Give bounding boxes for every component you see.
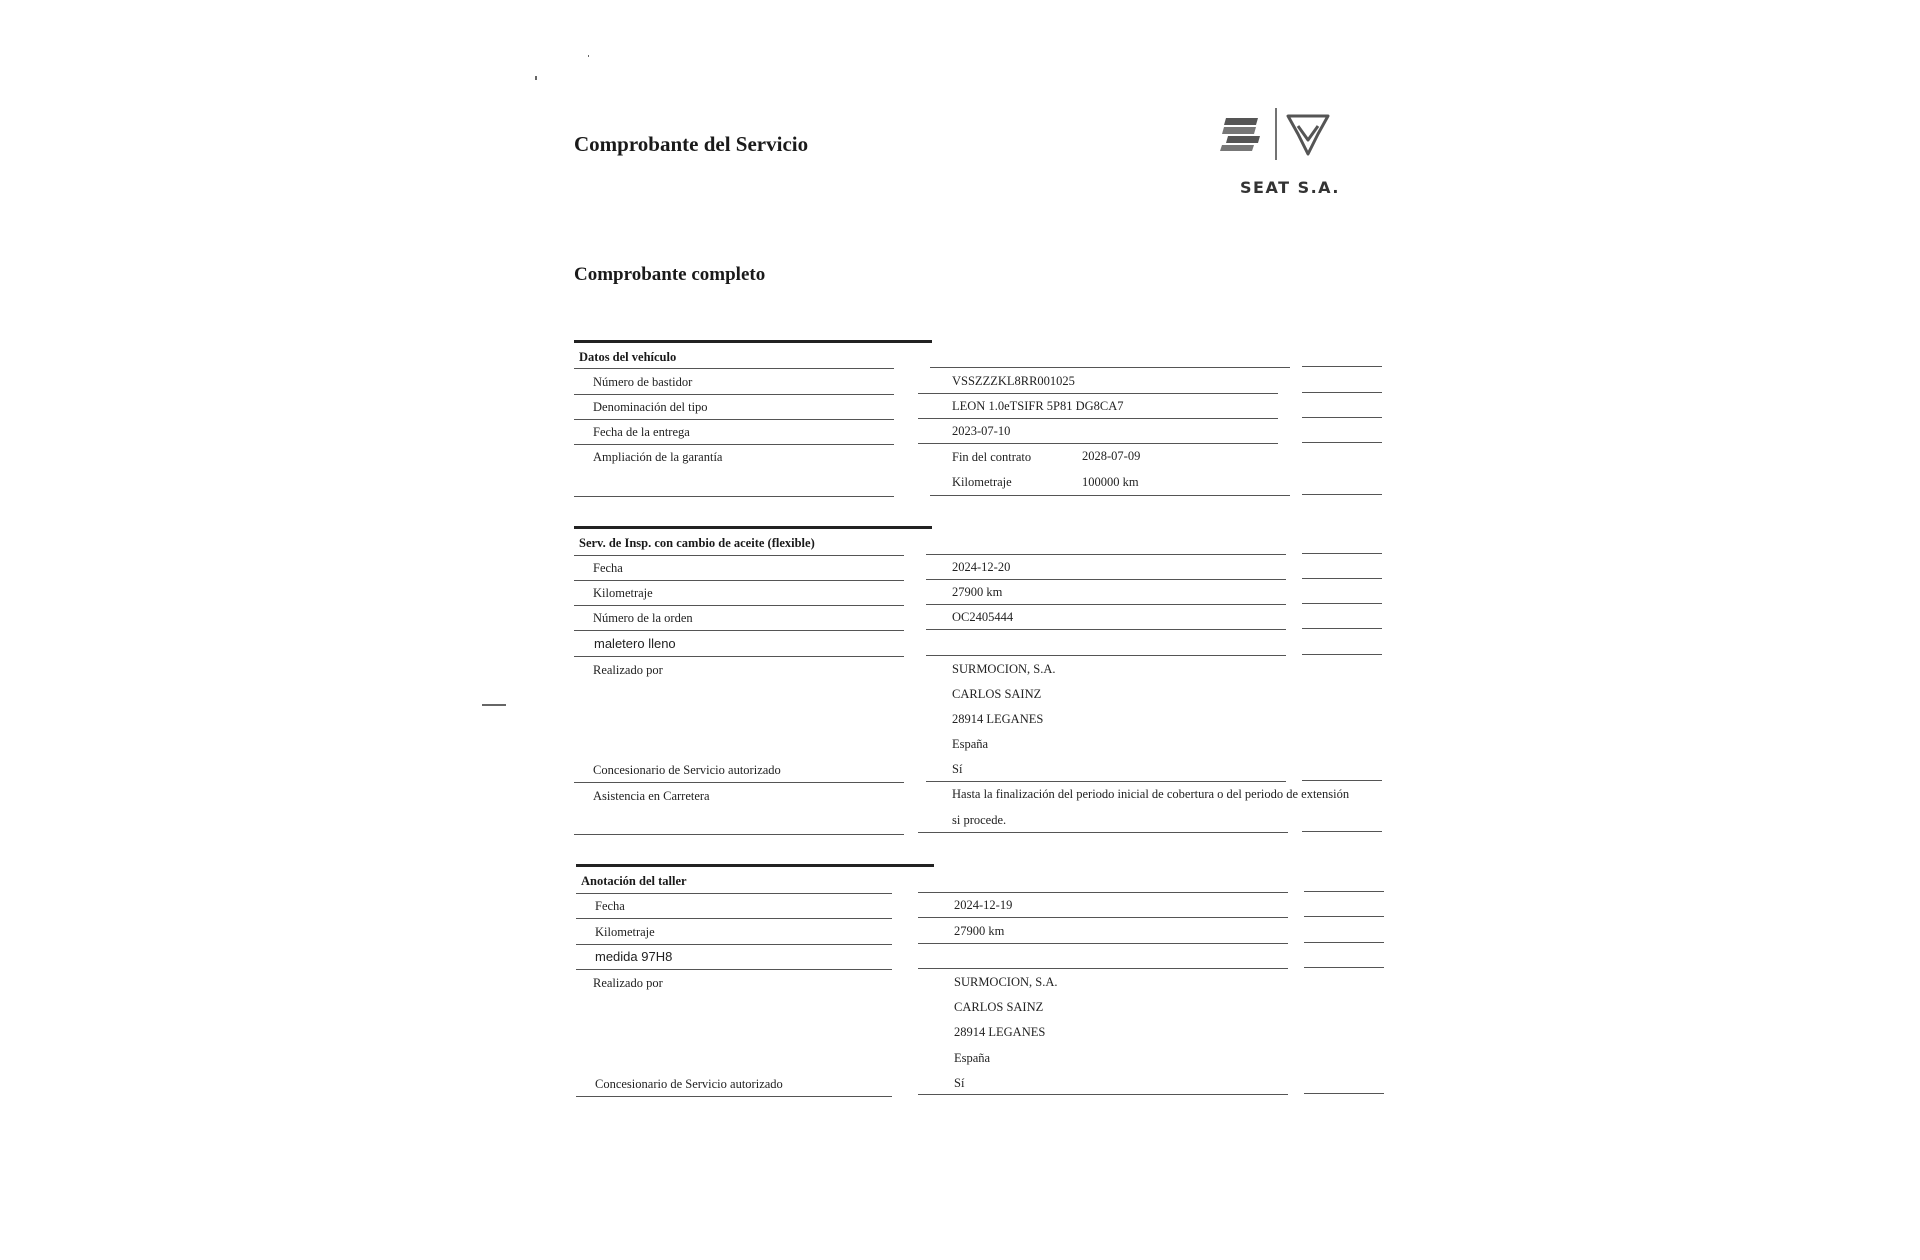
- workshop-dealer-street: CARLOS SAINZ: [954, 1000, 1044, 1014]
- row-rule: [574, 605, 904, 606]
- row-rule: [574, 834, 904, 835]
- assistance-line-2: si procede.: [952, 813, 1007, 827]
- row-rule: [918, 393, 1278, 394]
- row-rule: [918, 968, 1288, 969]
- delivery-label: Fecha de la entrega: [593, 425, 690, 439]
- row-rule: [1302, 654, 1382, 655]
- row-rule: [926, 655, 1286, 656]
- brand-label: SEAT S.A.: [1240, 178, 1340, 197]
- seat-logo-icon: [1220, 118, 1260, 151]
- row-rule: [930, 367, 1290, 368]
- contract-end-label: Fin del contrato: [952, 450, 1032, 464]
- section-divider: [574, 340, 932, 343]
- row-rule: [1304, 891, 1384, 892]
- row-rule: [918, 892, 1288, 893]
- assistance-line-1: Hasta la finalización del periodo inicial de cobertura o del periodo de extensión: [952, 787, 1350, 801]
- row-rule: [574, 580, 904, 581]
- service-km-label: Kilometraje: [593, 586, 653, 600]
- service-performed-by-label: Realizado por: [593, 663, 663, 677]
- row-rule: [1302, 494, 1382, 495]
- row-rule: [1302, 392, 1382, 393]
- page-title: Comprobante del Servicio: [574, 132, 809, 156]
- row-rule: [576, 944, 892, 945]
- workshop-dealer-city: 28914 LEGANES: [954, 1025, 1046, 1039]
- type-value: LEON 1.0eTSIFR 5P81 DG8CA7: [952, 399, 1124, 413]
- service-date-value: 2024-12-20: [952, 560, 1011, 574]
- row-rule: [926, 604, 1286, 605]
- row-rule: [918, 832, 1288, 833]
- workshop-authorized-value: Sí: [954, 1076, 965, 1090]
- row-rule: [576, 918, 892, 919]
- service-date-label: Fecha: [593, 561, 623, 575]
- section-heading-vehicle: Datos del vehículo: [579, 350, 677, 364]
- workshop-date-value: 2024-12-19: [954, 898, 1013, 912]
- service-dealer-city: 28914 LEGANES: [952, 712, 1044, 726]
- row-rule: [1304, 942, 1384, 943]
- row-rule: [574, 394, 894, 395]
- section-divider: [576, 864, 934, 867]
- row-rule: [574, 656, 904, 657]
- cupra-logo-icon: [1288, 116, 1328, 154]
- row-rule: [918, 917, 1288, 918]
- assistance-label: Asistencia en Carretera: [593, 789, 710, 803]
- row-rule: [1302, 628, 1382, 629]
- scan-speck: [588, 55, 589, 57]
- service-authorized-label: Concesionario de Servicio autorizado: [593, 763, 781, 777]
- delivery-value: 2023-07-10: [952, 424, 1011, 438]
- row-rule: [926, 629, 1286, 630]
- row-rule: [574, 419, 894, 420]
- row-rule: [1302, 553, 1382, 554]
- row-rule: [574, 782, 904, 783]
- workshop-performed-by-label: Realizado por: [593, 976, 663, 990]
- row-rule: [1302, 417, 1382, 418]
- type-label: Denominación del tipo: [593, 400, 708, 414]
- service-dealer-name: SURMOCION, S.A.: [952, 662, 1056, 676]
- workshop-note: medida 97H8: [595, 949, 673, 964]
- row-rule: [926, 554, 1286, 555]
- row-rule: [1304, 916, 1384, 917]
- warranty-label: Ampliación de la garantía: [593, 450, 723, 464]
- row-rule: [1302, 578, 1382, 579]
- row-rule: [918, 418, 1278, 419]
- row-rule: [1304, 967, 1384, 968]
- workshop-dealer-country: España: [954, 1051, 991, 1065]
- page-subtitle: Comprobante completo: [574, 264, 766, 285]
- mileage-label: Kilometraje: [952, 475, 1012, 489]
- service-note: maletero lleno: [594, 636, 676, 651]
- workshop-km-value: 27900 km: [954, 924, 1005, 938]
- row-rule: [1302, 603, 1382, 604]
- row-rule: [574, 496, 894, 497]
- service-authorized-value: Sí: [952, 762, 963, 776]
- workshop-dealer-name: SURMOCION, S.A.: [954, 975, 1058, 989]
- workshop-date-label: Fecha: [595, 899, 625, 913]
- workshop-km-label: Kilometraje: [595, 925, 655, 939]
- row-rule: [930, 495, 1290, 496]
- row-rule: [576, 893, 892, 894]
- section-divider: [574, 526, 932, 529]
- order-number-label: Número de la orden: [593, 611, 693, 625]
- row-rule: [1302, 442, 1382, 443]
- row-rule: [918, 443, 1278, 444]
- row-rule: [1302, 366, 1382, 367]
- scan-speck: [535, 76, 537, 80]
- row-rule: [918, 1094, 1288, 1095]
- section-heading-workshop: Anotación del taller: [581, 874, 687, 888]
- service-dealer-street: CARLOS SAINZ: [952, 687, 1042, 701]
- service-km-value: 27900 km: [952, 585, 1003, 599]
- section-heading-service: Serv. de Insp. con cambio de aceite (flexible): [579, 536, 815, 550]
- row-rule: [574, 555, 904, 556]
- row-rule: [1304, 1093, 1384, 1094]
- scan-speck: [482, 704, 506, 706]
- row-rule: [926, 579, 1286, 580]
- row-rule: [574, 444, 894, 445]
- service-dealer-country: España: [952, 737, 989, 751]
- vin-label: Número de bastidor: [593, 375, 693, 389]
- row-rule: [576, 1096, 892, 1097]
- row-rule: [574, 368, 894, 369]
- row-rule: [576, 969, 892, 970]
- order-number-value: OC2405444: [952, 610, 1014, 624]
- row-rule: [926, 781, 1286, 782]
- workshop-authorized-label: Concesionario de Servicio autorizado: [595, 1077, 783, 1091]
- contract-end-value: 2028-07-09: [1082, 449, 1141, 463]
- row-rule: [1302, 831, 1382, 832]
- row-rule: [574, 630, 904, 631]
- row-rule: [1302, 780, 1382, 781]
- vin-value: VSSZZZKL8RR001025: [952, 374, 1075, 388]
- row-rule: [918, 943, 1288, 944]
- mileage-value: 100000 km: [1082, 475, 1139, 489]
